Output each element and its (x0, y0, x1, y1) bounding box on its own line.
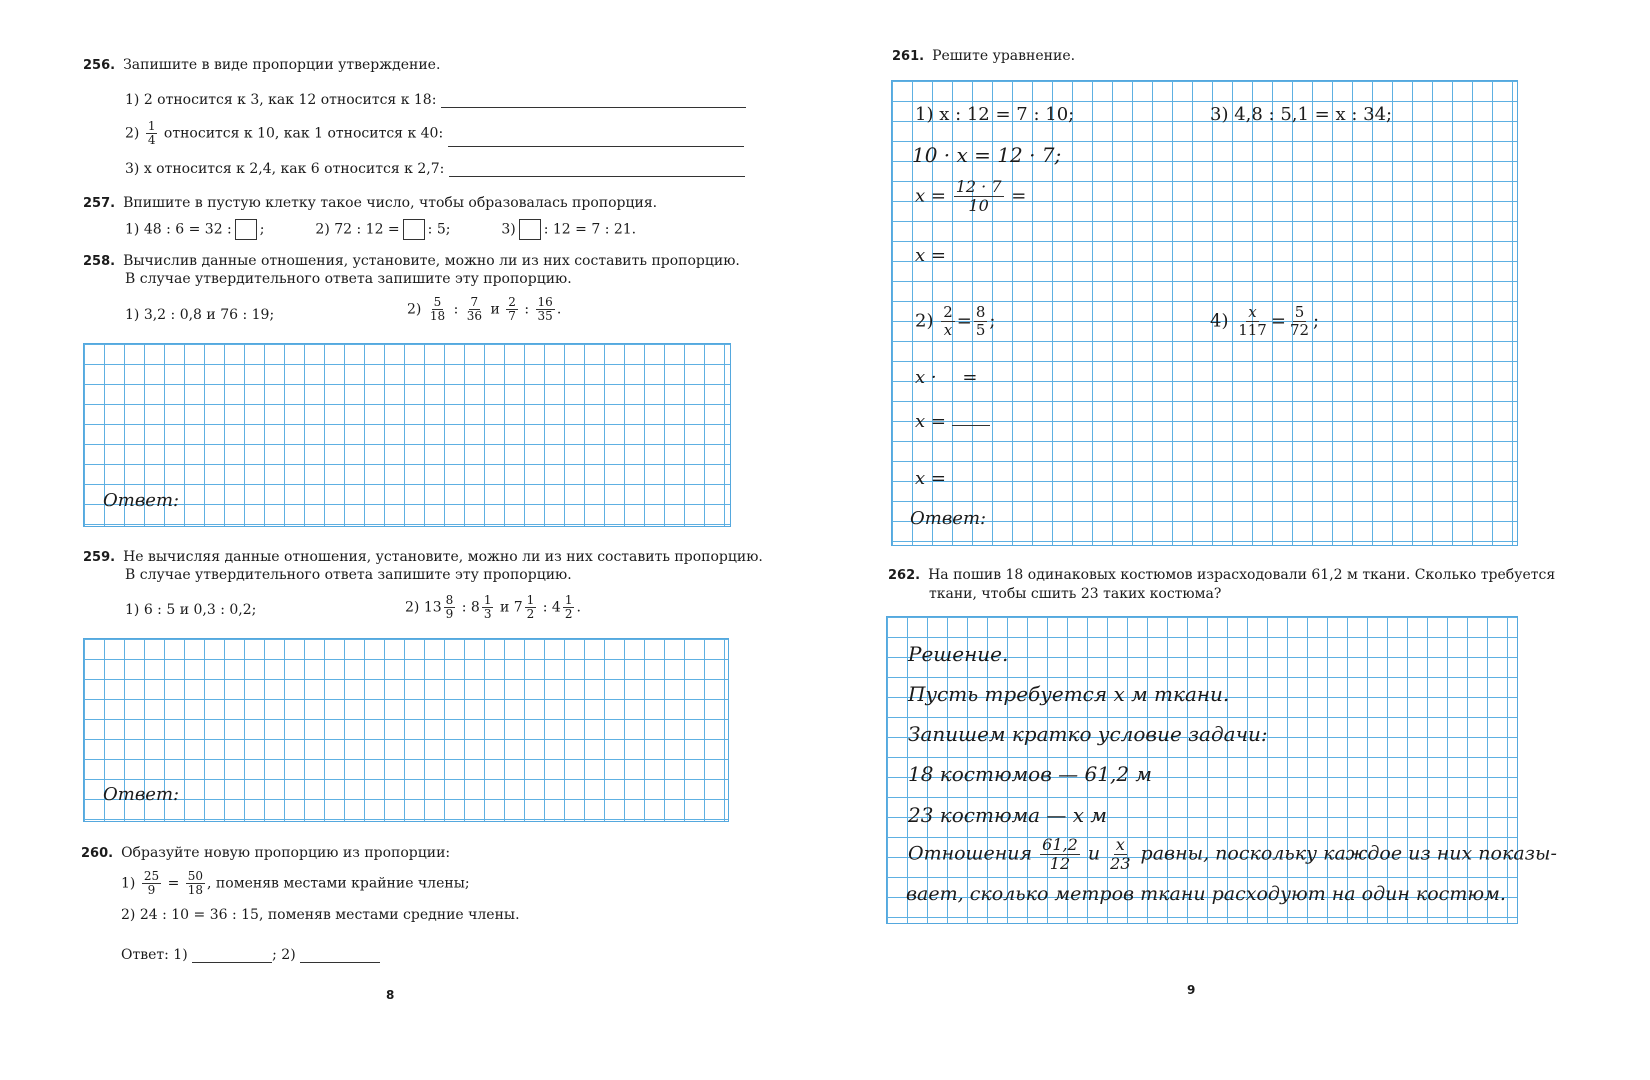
numerator: 50 (187, 869, 204, 883)
numerator: 61,2 (1042, 835, 1078, 854)
task-259-item-1: 1) 6 : 5 и 0,3 : 0,2; (125, 602, 257, 618)
conjunction: и (1087, 842, 1101, 865)
fraction (974, 304, 988, 339)
numerator: 8 (975, 303, 986, 321)
task-260-heading (81, 845, 450, 862)
denominator: 36 (466, 309, 483, 323)
solution-step-2: Запишем кратко условие задачи: (908, 722, 1268, 746)
equals: = (1270, 310, 1286, 332)
denominator: 7 (508, 309, 516, 323)
denominator: x (943, 321, 953, 339)
task-260-item-1-text: , поменяв местами крайние члены; (207, 875, 470, 892)
fraction-bar (952, 425, 990, 426)
solution-heading: Решение. (908, 642, 1009, 666)
numerator: 25 (143, 869, 160, 883)
task-256-item-3-text: 3) x относится к 2,4, как 6 относится к 2,7: (125, 161, 445, 177)
period: . (576, 599, 581, 616)
whole-part: 4 (551, 599, 561, 616)
task-258-line-1: Вычислив данные отношения, установите, можно ли из них составить пропорцию. (123, 253, 740, 269)
fraction (954, 178, 1004, 215)
denominator: 72 (1289, 321, 1310, 339)
solution-step-3: 18 костюмов — 61,2 м (908, 762, 1153, 786)
task-259-line-1: Не вычисляя данные отношения, установите, можно ли из них составить пропорцию. (123, 549, 763, 565)
denominator: 3 (483, 607, 492, 621)
equation-4 (1210, 304, 1319, 339)
fraction (465, 296, 484, 323)
task-260-item-1 (121, 870, 470, 897)
task-257-item-1-end: ; (259, 221, 265, 238)
task-257-item-3: 3) (501, 221, 516, 238)
numerator: 12 · 7 (955, 177, 1002, 196)
numerator: x (1115, 835, 1125, 854)
denominator: 10 (968, 196, 989, 215)
fraction (1288, 304, 1311, 339)
answer-separator: ; 2) (272, 947, 296, 963)
fraction (142, 870, 161, 897)
task-261-text: Решите уравнение. (932, 48, 1076, 64)
denominator: 5 (975, 321, 986, 339)
task-259-line-2: В случае утвердительного ответа запишите эту пропорцию. (125, 567, 572, 583)
task-258-number: 258. (83, 254, 116, 269)
grid-258 (83, 343, 731, 527)
answer-label-261: Ответ: (910, 508, 987, 529)
denominator: 18 (187, 883, 204, 897)
task-257-item-2: 2) 72 : 12 = (315, 221, 400, 238)
numerator: 2 (508, 295, 516, 309)
solution-line-6: x = (915, 468, 946, 489)
solution-line-4 (915, 367, 977, 388)
x-times: x · (915, 367, 937, 388)
answer-line (300, 962, 380, 963)
fraction (536, 296, 555, 323)
grid-259 (83, 638, 729, 822)
numerator: 2 (943, 303, 953, 321)
task-262-line-2: ткани, чтобы сшить 23 таких костюма? (929, 586, 1222, 602)
solution-line-5 (915, 411, 990, 432)
task-259-number: 259. (83, 550, 116, 565)
task-256-item-2 (125, 120, 744, 147)
numerator: 1 (483, 593, 492, 607)
numerator: 8 (445, 593, 454, 607)
solution-step-6: вает, сколько метров ткани расходуют на один костюм. (906, 883, 1506, 905)
item-prefix: 1) (121, 875, 136, 892)
answer-label-258: Ответ: (103, 490, 180, 511)
task-256-item-1 (125, 92, 746, 108)
equation-1: 1) x : 12 = 7 : 10; (915, 104, 1075, 125)
denominator: 9 (445, 607, 454, 621)
answer-line (449, 176, 745, 177)
item-prefix: 2) (407, 301, 422, 318)
empty-cell-box (519, 219, 541, 240)
numerator: 5 (1294, 303, 1305, 321)
answer-line (448, 146, 744, 147)
task-257-text: Впишите в пустую клетку такое число, чтобы образовалась пропорция. (123, 195, 658, 211)
solution-step-1: Пусть требуется x м ткани. (908, 682, 1230, 706)
fraction (186, 870, 205, 897)
equals: = (956, 310, 972, 332)
task-256-number: 256. (83, 58, 116, 73)
task-259-item-2 (405, 594, 581, 621)
task-260-text: Образуйте новую пропорцию из пропорции: (121, 845, 451, 861)
whole-part: 13 (423, 599, 442, 616)
fraction (1108, 836, 1132, 873)
empty-cell-box (403, 219, 425, 240)
task-258-heading (83, 253, 740, 270)
fraction (482, 594, 494, 621)
solution-line-2 (915, 178, 1026, 215)
task-256-text: Запишите в виде пропорции утверждение. (123, 57, 441, 73)
fraction (563, 594, 575, 621)
denominator: 2 (526, 607, 535, 621)
conjunction: и (499, 599, 510, 616)
item-prefix: 4) (1210, 310, 1229, 332)
denominator: 2 (564, 607, 573, 621)
task-260-number: 260. (81, 846, 114, 861)
answer-label-260: Ответ: 1) (121, 947, 188, 963)
denominator: 9 (147, 883, 156, 897)
answer-line (441, 107, 746, 108)
fraction (525, 594, 537, 621)
x-equals: x = (915, 185, 946, 207)
denominator: 18 (429, 309, 446, 323)
page-number-right: 9 (1187, 983, 1196, 997)
fraction (941, 304, 955, 339)
colon: : (542, 599, 548, 616)
numerator: 7 (470, 295, 479, 309)
x-equals: x = (915, 411, 946, 432)
fraction (1040, 836, 1080, 873)
task-258-item-1: 1) 3,2 : 0,8 и 76 : 19; (125, 307, 275, 323)
task-262-line-1: На пошив 18 одинаковых костюмов израсходовали 61,2 м ткани. Сколько требуется (928, 567, 1556, 583)
denominator: 4 (147, 133, 156, 147)
answer-line (192, 962, 272, 963)
semicolon: ; (1313, 310, 1320, 332)
denominator: 35 (537, 309, 553, 323)
equals: = (1011, 185, 1027, 207)
task-259-heading (83, 549, 763, 566)
colon: : (524, 301, 530, 318)
whole-part: 7 (513, 599, 523, 616)
numerator: 16 (537, 295, 553, 309)
denominator: 117 (1238, 321, 1267, 339)
task-256-item-3 (125, 161, 745, 177)
step-5-start: Отношения (908, 842, 1033, 865)
solution-step-4: 23 костюма — x м (908, 803, 1108, 827)
conjunction: и (490, 301, 500, 318)
fraction (146, 120, 158, 147)
solution-line-3: x = (915, 245, 946, 266)
task-256-item-1-text: 1) 2 относится к 3, как 12 относится к 18: (125, 92, 437, 108)
task-260-item-2: 2) 24 : 10 = 36 : 15, поменяв местами средние члены. (121, 907, 520, 923)
step-5-end: равны, поскольку каждое из них показы- (1140, 842, 1557, 865)
equation-2 (915, 304, 995, 339)
fraction (444, 594, 456, 621)
fraction (506, 296, 518, 323)
task-258-line-2: В случае утвердительного ответа запишите эту пропорцию. (125, 271, 572, 287)
task-257-item-3-end: : 12 = 7 : 21. (543, 221, 637, 238)
solution-line-1: 10 · x = 12 · 7; (912, 143, 1062, 167)
semicolon: ; (989, 310, 996, 332)
empty-cell-box (235, 219, 257, 240)
task-257-heading (83, 195, 657, 212)
denominator: 23 (1110, 854, 1131, 873)
page-number-left: 8 (386, 988, 395, 1002)
numerator: x (1248, 303, 1257, 321)
task-257-item-1: 1) 48 : 6 = 32 : (125, 221, 232, 238)
item-prefix: 2) (915, 310, 934, 332)
period: . (556, 301, 562, 318)
task-257-items (125, 219, 636, 240)
task-260-answer (121, 947, 380, 963)
fraction (1236, 304, 1269, 339)
task-257-item-2-end: : 5; (427, 221, 451, 238)
task-262-number: 262. (888, 568, 921, 583)
task-256-heading (83, 57, 440, 74)
numerator: 1 (526, 593, 535, 607)
colon: : (453, 301, 459, 318)
whole-part: 8 (470, 599, 480, 616)
numerator: 1 (147, 119, 156, 133)
task-261-number: 261. (892, 49, 925, 64)
task-257-number: 257. (83, 196, 116, 211)
numerator: 5 (433, 295, 442, 309)
answer-label-259: Ответ: (103, 784, 180, 805)
equals: = (962, 367, 978, 388)
task-256-item-2-prefix: 2) (125, 125, 140, 142)
denominator: 12 (1049, 854, 1071, 873)
numerator: 1 (564, 593, 573, 607)
task-256-item-2-text: относится к 10, как 1 относится к 40: (163, 125, 444, 142)
equation-3: 3) 4,8 : 5,1 = x : 34; (1210, 104, 1393, 125)
fraction (428, 296, 447, 323)
colon: : (461, 599, 467, 616)
task-258-item-2 (407, 296, 561, 323)
equals: = (167, 875, 180, 892)
task-261-heading (892, 48, 1075, 65)
solution-step-5 (908, 836, 1557, 873)
item-prefix: 2) (405, 599, 420, 616)
task-262-heading (888, 567, 1555, 584)
